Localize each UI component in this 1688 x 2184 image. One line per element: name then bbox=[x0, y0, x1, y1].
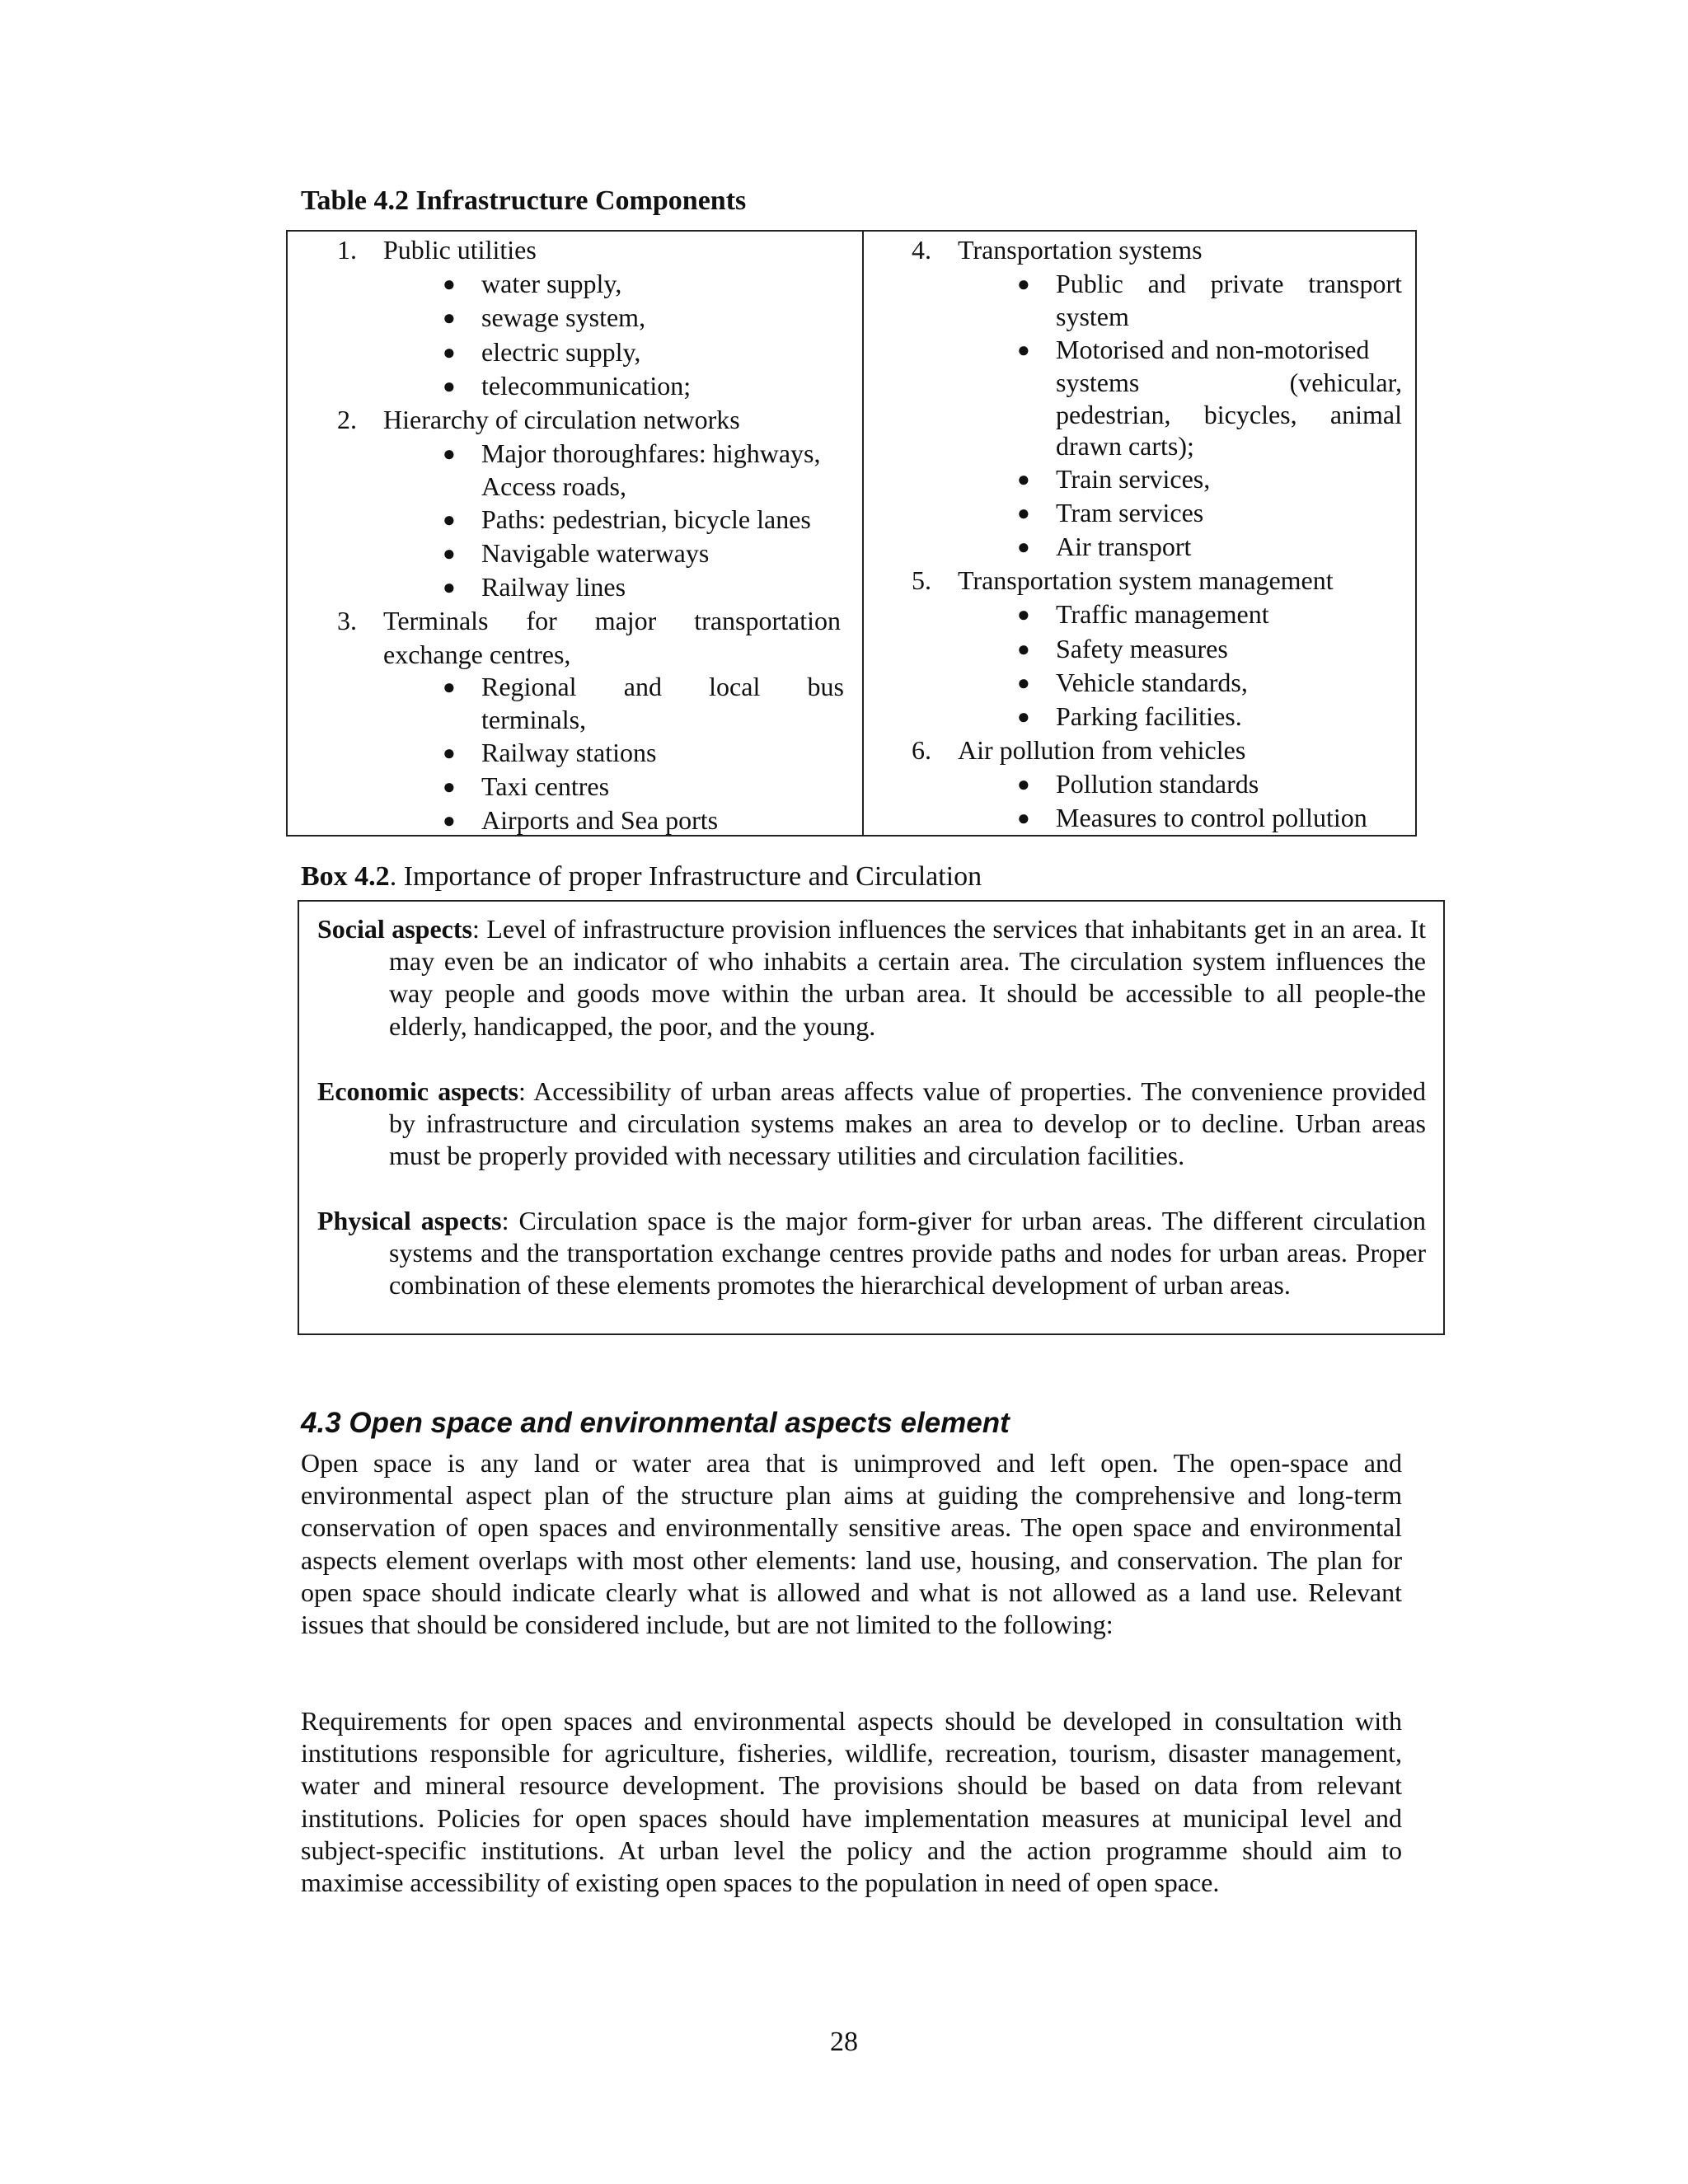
bullet-item: ● water supply, bbox=[337, 267, 844, 301]
bullet-item: ● Motorised and non-motorised bbox=[912, 333, 1402, 367]
body-paragraph: Open space is any land or water area that is unimproved and left open. The open-space and environmental aspect plan of the structure plan aims at guiding the comprehensive and long-term conservation of open spaces and environmentally sensitive areas. The open space and environmental aspects element overlaps with most other elements: land use, housing, and conservation. The plan for open space should indicate clearly what is allowed and what is not allowed as a land use. Relevant issues that should be considered include, but are not limited to the following: bbox=[301, 1448, 1402, 1640]
bullet-item: ● Parking facilities. bbox=[912, 700, 1402, 733]
table-left-column bbox=[337, 233, 844, 837]
bullet-icon: ● bbox=[1017, 636, 1030, 661]
bullet-icon: ● bbox=[1017, 337, 1030, 362]
box-caption-text: . Importance of proper Infrastructure and Circulation bbox=[389, 861, 982, 892]
bullet-continuation: systems (vehicular, bbox=[1056, 368, 1402, 398]
table-column-divider bbox=[862, 232, 864, 835]
list-item-air-pollution: 6. Air pollution from vehicles bbox=[912, 735, 1246, 766]
bullet-icon: ● bbox=[443, 675, 456, 700]
bullet-icon: ● bbox=[1017, 704, 1030, 729]
table-caption: Table 4.2 Infrastructure Components bbox=[301, 185, 747, 216]
list-item-transportation-systems: 4. Transportation systems bbox=[912, 235, 1203, 265]
economic-aspects-paragraph: Economic aspects: Accessibility of urban areas affects value of properties. The convenience provided by infrastructure and circulation systems makes an area to develop or to decline. Urban areas must be properly provided with necessary utilities and circulation facilities. bbox=[317, 1076, 1427, 1171]
bullet-icon: ● bbox=[1017, 670, 1030, 695]
bullet-icon: ● bbox=[443, 340, 456, 364]
bullet-item: ● Safety measures bbox=[912, 632, 1402, 666]
box-caption bbox=[301, 860, 982, 893]
bullet-item: ● Vehicle standards, bbox=[912, 666, 1402, 700]
list-item-circulation-networks: 2. Hierarchy of circulation networks bbox=[337, 404, 740, 434]
physical-aspects-paragraph: Physical aspects: Circulation space is the major form-giver for urban areas. The different circulation systems and the transportation exchange centres provide paths and nodes for urban areas. Proper combination of these elements promotes the hierarchical development of urban areas. bbox=[317, 1206, 1427, 1301]
box-label: Box 4.2 bbox=[301, 861, 390, 892]
bullet-item: ● Regional and local bus bbox=[337, 670, 844, 704]
bullet-item: ● Navigable waterways bbox=[337, 537, 844, 570]
bullet-item: ● Measures to control pollution bbox=[912, 801, 1402, 835]
bullet-continuation: terminals, bbox=[481, 705, 587, 735]
bullet-item: ● Traffic management bbox=[912, 598, 1402, 631]
bullet-item: ● Pollution standards bbox=[912, 767, 1402, 801]
importance-box bbox=[298, 900, 1445, 1335]
bullet-icon: ● bbox=[443, 740, 456, 765]
section-heading: 4.3 Open space and environmental aspects element bbox=[301, 1407, 1010, 1439]
bullet-item: ● electric supply, bbox=[337, 335, 844, 369]
bullet-item: ● Tram services bbox=[912, 496, 1402, 530]
bullet-icon: ● bbox=[1017, 806, 1030, 831]
bullet-item: ● telecommunication; bbox=[337, 369, 844, 403]
bullet-icon: ● bbox=[1017, 466, 1030, 491]
bullet-icon: ● bbox=[443, 507, 456, 532]
bullet-item: ● Air transport bbox=[912, 530, 1402, 564]
bullet-continuation: system bbox=[1056, 302, 1129, 332]
bullet-icon: ● bbox=[443, 541, 456, 565]
bullet-item: ● Public and private transport bbox=[912, 267, 1402, 301]
bullet-icon: ● bbox=[443, 575, 456, 600]
bullet-continuation: pedestrian, bicycles, animal bbox=[1056, 399, 1402, 429]
bullet-item: ● Railway stations bbox=[337, 736, 844, 770]
list-item-public-utilities: 1. Public utilities bbox=[337, 235, 537, 265]
bullet-item: ● sewage system, bbox=[337, 301, 844, 335]
bullet-icon: ● bbox=[443, 774, 456, 799]
bullet-icon: ● bbox=[443, 306, 456, 330]
bullet-item: ● Railway lines bbox=[337, 570, 844, 604]
bullet-icon: ● bbox=[443, 373, 456, 398]
bullet-item: ● Train services, bbox=[912, 462, 1402, 496]
page-number: 28 bbox=[830, 2027, 858, 2057]
list-item-system-management: 5. Transportation system management bbox=[912, 565, 1334, 596]
bullet-icon: ● bbox=[443, 272, 456, 297]
bullet-icon: ● bbox=[1017, 272, 1030, 297]
table-right-column bbox=[912, 233, 1402, 836]
bullet-item: ● Major thoroughfares: highways, bbox=[337, 437, 844, 471]
bullet-icon: ● bbox=[1017, 534, 1030, 559]
bullet-item: ● Taxi centres bbox=[337, 770, 844, 804]
social-aspects-paragraph: Social aspects: Level of infrastructure provision influences the services that inhabitants get in an area. It may even be an indicator of who inhabits a certain area. The circulation system influences the way people and goods move within the urban area. It should be accessible to all people-the elderly, handicapped, the poor, and the young. bbox=[317, 914, 1427, 1041]
body-paragraph: Requirements for open spaces and environmental aspects should be developed in consultation with institutions responsible for agriculture, fisheries, wildlife, recreation, tourism, disaster management, water and mineral resource development. The provisions should be based on data from relevant institutions. Policies for open spaces should have implementation measures at municipal level and subject-specific institutions. At urban level the policy and the action programme should aim to maximise accessibility of existing open spaces to the population in need of open space. bbox=[301, 1706, 1402, 1898]
bullet-item: ● Paths: pedestrian, bicycle lanes bbox=[337, 503, 844, 537]
list-item-continuation: exchange centres, bbox=[383, 639, 571, 669]
bullet-icon: ● bbox=[1017, 772, 1030, 797]
bullet-continuation: drawn carts); bbox=[1056, 431, 1194, 462]
bullet-icon: ● bbox=[443, 442, 456, 466]
bullet-continuation: Access roads, bbox=[481, 471, 626, 502]
bullet-icon: ● bbox=[1017, 602, 1030, 627]
bullet-icon: ● bbox=[1017, 500, 1030, 525]
bullet-item: ● Airports and Sea ports bbox=[337, 804, 844, 837]
infrastructure-table bbox=[286, 230, 1417, 837]
bullet-icon: ● bbox=[443, 808, 456, 833]
list-item-terminals: 3. Terminals for major transportation bbox=[337, 606, 841, 636]
